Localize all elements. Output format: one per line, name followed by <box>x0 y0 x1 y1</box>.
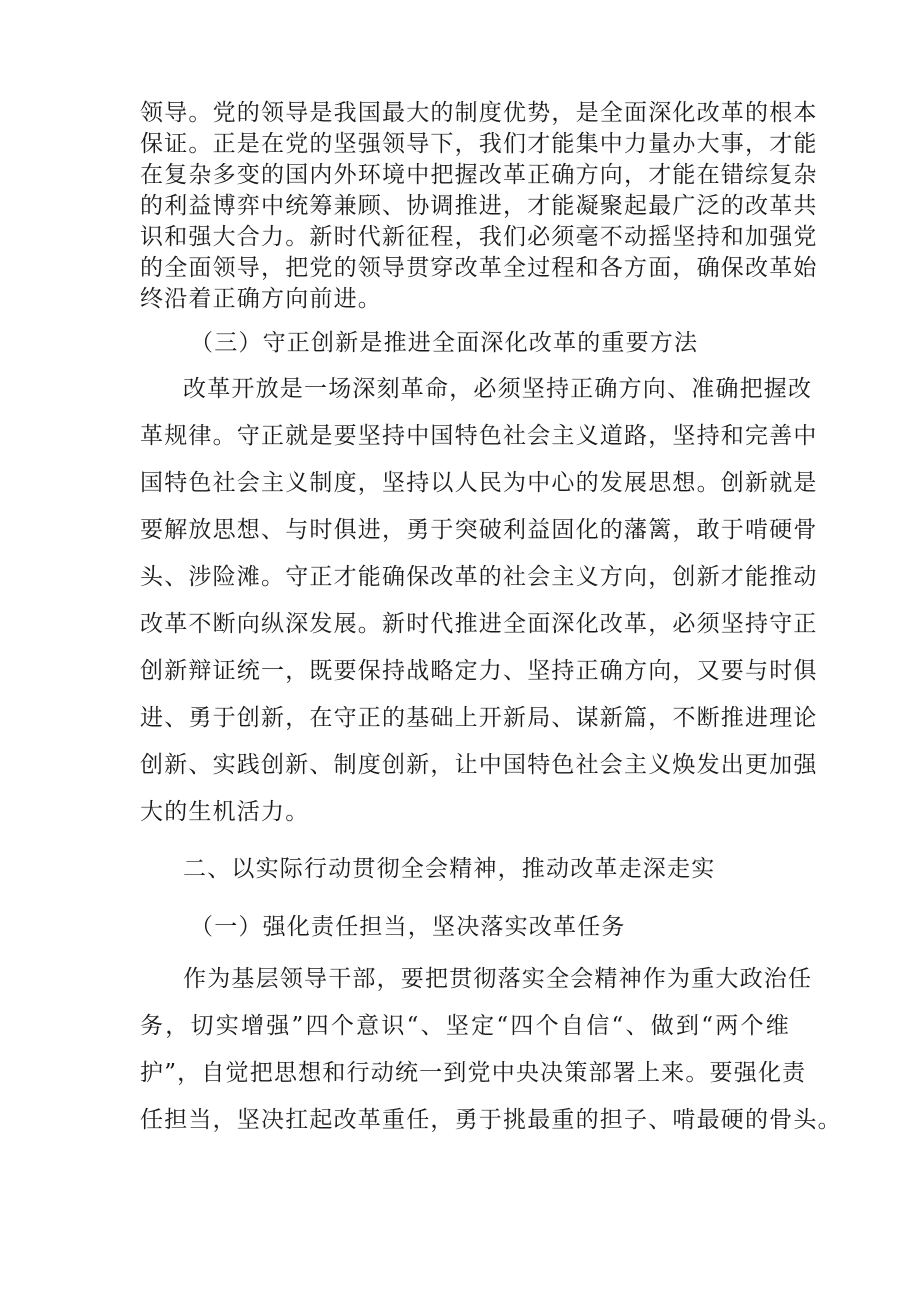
text-line: 保证。正是在党的坚强领导下，我们才能集中力量办大事，才能 <box>140 131 818 157</box>
text-line: 任担当，坚决扛起改革重任，勇于挑最重的担子、啃最硬的骨头。 <box>140 1107 842 1133</box>
text-line: 改革不断向纵深发展。新时代推进全面深化改革，必须坚持守正 <box>140 611 818 637</box>
text-line: 创新、实践创新、制度创新，让中国特色社会主义焕发出更加强 <box>140 752 818 778</box>
text-line: 的全面领导，把党的领导贯穿改革全过程和各方面，确保改革始 <box>140 255 818 281</box>
heading-text: （三）守正创新是推进全面深化改革的重要方法 <box>190 330 699 356</box>
text-line: 国特色社会主义制度，坚持以人民为中心的发展思想。创新就是 <box>140 470 818 496</box>
text-line: 创新辩证统一，既要保持战略定力、坚持正确方向，又要与时俱 <box>140 658 818 684</box>
text-line: 革规律。守正就是要坚持中国特色社会主义道路，坚持和完善中 <box>140 423 818 449</box>
text-line: 识和强大合力。新时代新征程，我们必须毫不动摇坚持和加强党 <box>140 224 818 250</box>
text-line: 的利益博弈中统筹兼顾、协调推进，才能凝聚起最广泛的改革共 <box>140 193 818 219</box>
heading-text: （一）强化责任担当，坚决落实改革任务 <box>190 914 626 940</box>
text-line: 领导。党的领导是我国最大的制度优势，是全面深化改革的根本 <box>140 100 818 126</box>
text-line: 务，切实增强”四个意识“、坚定“四个自信“、做到“两个维 <box>140 1013 790 1039</box>
text-line: 进、勇于创新，在守正的基础上开新局、谋新篇，不断推进理论 <box>140 705 818 731</box>
text-line: 头、涉险滩。守正才能确保改革的社会主义方向，创新才能推动 <box>140 564 818 590</box>
text-line: 要解放思想、与时俱进，勇于突破利益固化的藩篱，敢于啃硬骨 <box>140 517 818 543</box>
text-line: 大的生机活力。 <box>140 799 310 825</box>
text-line: 护”，自觉把思想和行动统一到党中央决策部署上来。要强化责 <box>140 1060 807 1086</box>
text-line: 作为基层领导干部，要把贯彻落实全会精神作为重大政治任 <box>183 966 813 992</box>
text-line: 在复杂多变的国内外环境中把握改革正确方向，才能在错综复杂 <box>140 162 818 188</box>
text-line: 终沿着正确方向前进。 <box>140 286 382 312</box>
heading-text: 二、以实际行动贯彻全会精神，推动改革走深走实 <box>183 856 716 882</box>
text-line: 改革开放是一场深刻革命，必须坚持正确方向、准确把握改 <box>183 376 813 402</box>
